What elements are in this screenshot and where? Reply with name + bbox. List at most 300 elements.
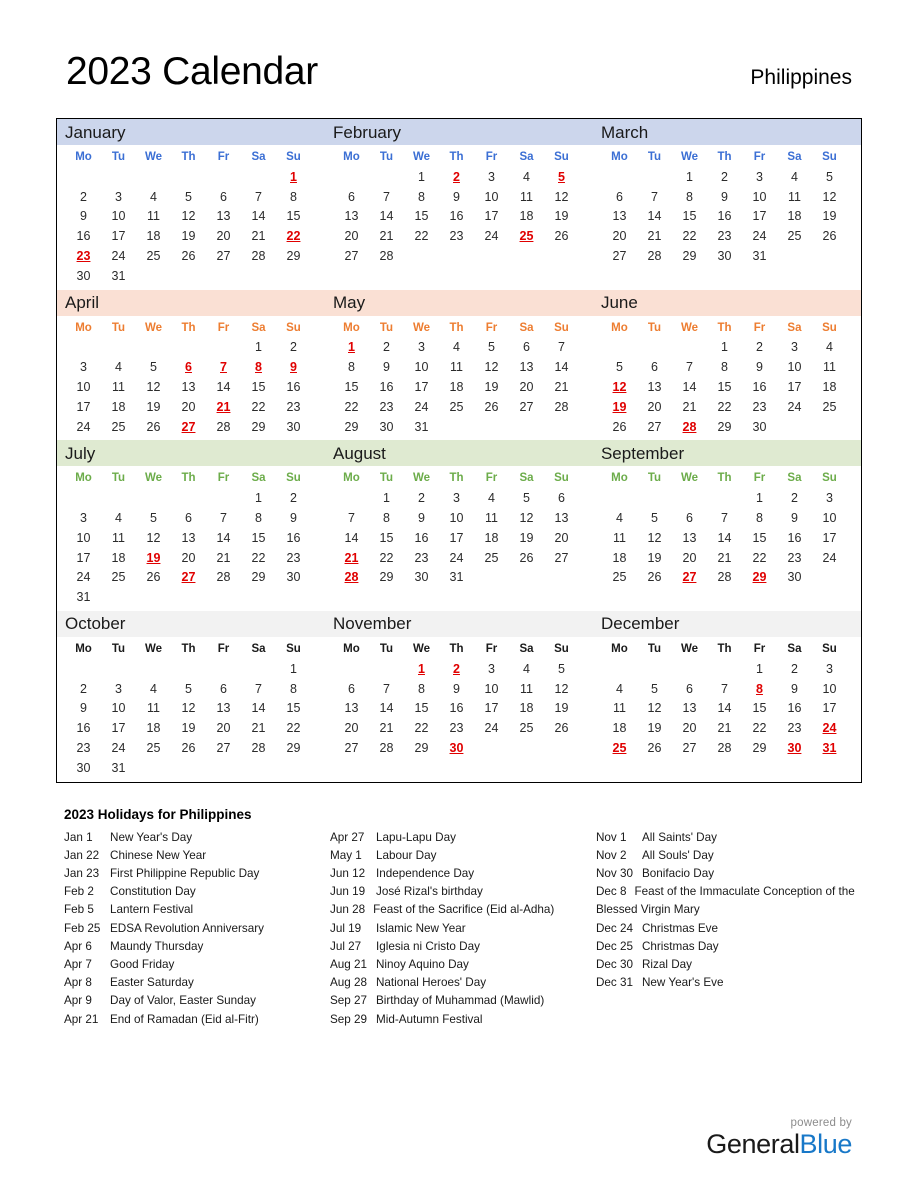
day-cell-january-6[interactable]: 6 <box>220 189 227 204</box>
day-cell-march-12[interactable]: 12 <box>822 189 837 204</box>
day-cell-june-4[interactable]: 4 <box>825 340 833 355</box>
day-cell-february-13[interactable]: 13 <box>344 209 359 224</box>
day-cell-january-29[interactable]: 29 <box>286 248 301 263</box>
day-cell-january-30[interactable]: 30 <box>76 268 91 283</box>
day-cell-march-28[interactable]: 28 <box>647 248 662 263</box>
day-cell-november-3[interactable]: 3 <box>488 661 495 676</box>
day-cell-may-3[interactable]: 3 <box>418 340 425 355</box>
day-cell-september-6[interactable]: 6 <box>685 510 693 525</box>
day-cell-december-29[interactable]: 29 <box>752 740 767 755</box>
day-cell-december-11[interactable]: 11 <box>612 701 626 716</box>
day-cell-may-6[interactable]: 6 <box>523 340 530 355</box>
day-cell-september-12[interactable]: 12 <box>647 530 662 545</box>
day-cell-april-20[interactable]: 20 <box>181 399 196 414</box>
day-cell-december-6[interactable]: 6 <box>685 681 693 696</box>
day-cell-july-8[interactable]: 8 <box>255 510 262 525</box>
day-cell-october-30[interactable]: 30 <box>76 760 91 775</box>
day-cell-june-8[interactable]: 8 <box>720 360 728 375</box>
day-cell-february-1[interactable]: 1 <box>418 169 425 184</box>
day-cell-may-22[interactable]: 22 <box>344 399 359 414</box>
day-cell-may-30[interactable]: 30 <box>379 419 394 434</box>
day-cell-may-20[interactable]: 20 <box>519 379 534 394</box>
day-cell-february-17[interactable]: 17 <box>484 209 499 224</box>
day-cell-august-8[interactable]: 8 <box>383 510 390 525</box>
day-cell-may-5[interactable]: 5 <box>488 340 495 355</box>
day-cell-june-23[interactable]: 23 <box>752 399 767 414</box>
day-cell-february-3[interactable]: 3 <box>488 169 495 184</box>
day-cell-june-7[interactable]: 7 <box>685 360 693 375</box>
day-cell-november-10[interactable]: 10 <box>484 681 499 696</box>
holiday-day-cell-july-19[interactable]: 19 <box>146 550 161 565</box>
day-cell-march-9[interactable]: 9 <box>720 189 728 204</box>
day-cell-august-7[interactable]: 7 <box>348 510 355 525</box>
day-cell-september-15[interactable]: 15 <box>752 530 767 545</box>
day-cell-march-10[interactable]: 10 <box>752 189 767 204</box>
holiday-day-cell-april-8[interactable]: 8 <box>255 360 262 375</box>
day-cell-july-2[interactable]: 2 <box>290 491 297 506</box>
day-cell-may-17[interactable]: 17 <box>414 379 429 394</box>
day-cell-may-23[interactable]: 23 <box>379 399 394 414</box>
day-cell-december-18[interactable]: 18 <box>612 721 627 736</box>
day-cell-october-14[interactable]: 14 <box>251 701 266 716</box>
holiday-day-cell-april-21[interactable]: 21 <box>216 399 231 414</box>
day-cell-january-24[interactable]: 24 <box>111 248 126 263</box>
day-cell-june-15[interactable]: 15 <box>717 379 732 394</box>
day-cell-march-5[interactable]: 5 <box>825 169 833 184</box>
day-cell-august-1[interactable]: 1 <box>383 491 390 506</box>
day-cell-march-1[interactable]: 1 <box>685 169 693 184</box>
day-cell-december-10[interactable]: 10 <box>822 681 837 696</box>
day-cell-october-29[interactable]: 29 <box>286 740 301 755</box>
day-cell-may-15[interactable]: 15 <box>344 379 359 394</box>
day-cell-may-7[interactable]: 7 <box>558 340 565 355</box>
day-cell-june-3[interactable]: 3 <box>790 340 798 355</box>
day-cell-may-10[interactable]: 10 <box>414 360 429 375</box>
day-cell-october-9[interactable]: 9 <box>80 701 87 716</box>
day-cell-august-31[interactable]: 31 <box>449 570 464 585</box>
day-cell-january-31[interactable]: 31 <box>111 268 126 283</box>
holiday-day-cell-may-1[interactable]: 1 <box>348 340 355 355</box>
day-cell-october-6[interactable]: 6 <box>220 681 227 696</box>
day-cell-april-22[interactable]: 22 <box>251 399 266 414</box>
day-cell-august-30[interactable]: 30 <box>414 570 429 585</box>
day-cell-august-6[interactable]: 6 <box>558 491 565 506</box>
day-cell-march-29[interactable]: 29 <box>682 248 697 263</box>
day-cell-december-5[interactable]: 5 <box>650 681 658 696</box>
day-cell-may-18[interactable]: 18 <box>449 379 464 394</box>
day-cell-january-14[interactable]: 14 <box>251 209 266 224</box>
day-cell-october-2[interactable]: 2 <box>80 681 87 696</box>
day-cell-july-23[interactable]: 23 <box>286 550 301 565</box>
day-cell-march-6[interactable]: 6 <box>615 189 623 204</box>
day-cell-july-7[interactable]: 7 <box>220 510 227 525</box>
day-cell-january-8[interactable]: 8 <box>290 189 297 204</box>
day-cell-february-7[interactable]: 7 <box>383 189 390 204</box>
day-cell-may-4[interactable]: 4 <box>453 340 460 355</box>
day-cell-august-10[interactable]: 10 <box>449 510 464 525</box>
day-cell-july-29[interactable]: 29 <box>251 570 266 585</box>
day-cell-december-15[interactable]: 15 <box>752 701 767 716</box>
day-cell-april-4[interactable]: 4 <box>115 360 122 375</box>
day-cell-january-16[interactable]: 16 <box>76 229 91 244</box>
holiday-day-cell-january-22[interactable]: 22 <box>286 229 301 244</box>
day-cell-june-30[interactable]: 30 <box>752 419 767 434</box>
day-cell-june-5[interactable]: 5 <box>615 360 623 375</box>
day-cell-july-11[interactable]: 11 <box>112 530 125 545</box>
day-cell-july-25[interactable]: 25 <box>111 570 126 585</box>
day-cell-march-25[interactable]: 25 <box>787 229 802 244</box>
day-cell-october-16[interactable]: 16 <box>76 721 91 736</box>
day-cell-may-19[interactable]: 19 <box>484 379 499 394</box>
day-cell-march-2[interactable]: 2 <box>720 169 728 184</box>
day-cell-september-28[interactable]: 28 <box>717 570 732 585</box>
day-cell-february-8[interactable]: 8 <box>418 189 425 204</box>
day-cell-august-20[interactable]: 20 <box>554 530 569 545</box>
day-cell-july-31[interactable]: 31 <box>76 590 91 605</box>
day-cell-november-13[interactable]: 13 <box>344 701 359 716</box>
day-cell-may-21[interactable]: 21 <box>554 379 569 394</box>
day-cell-november-24[interactable]: 24 <box>484 721 499 736</box>
day-cell-december-22[interactable]: 22 <box>752 721 767 736</box>
day-cell-january-13[interactable]: 13 <box>216 209 231 224</box>
day-cell-march-21[interactable]: 21 <box>647 229 662 244</box>
day-cell-november-4[interactable]: 4 <box>523 661 530 676</box>
day-cell-march-4[interactable]: 4 <box>790 169 798 184</box>
day-cell-october-27[interactable]: 27 <box>216 740 231 755</box>
day-cell-february-15[interactable]: 15 <box>414 209 429 224</box>
holiday-day-cell-july-27[interactable]: 27 <box>181 570 196 585</box>
day-cell-october-24[interactable]: 24 <box>111 740 126 755</box>
day-cell-march-15[interactable]: 15 <box>682 209 697 224</box>
day-cell-october-11[interactable]: 11 <box>147 701 160 716</box>
day-cell-may-2[interactable]: 2 <box>383 340 390 355</box>
day-cell-march-19[interactable]: 19 <box>822 209 837 224</box>
day-cell-february-14[interactable]: 14 <box>379 209 394 224</box>
day-cell-march-30[interactable]: 30 <box>717 248 732 263</box>
holiday-day-cell-august-21[interactable]: 21 <box>344 550 359 565</box>
day-cell-june-2[interactable]: 2 <box>755 340 763 355</box>
day-cell-january-17[interactable]: 17 <box>111 229 126 244</box>
day-cell-july-15[interactable]: 15 <box>251 530 266 545</box>
holiday-day-cell-april-7[interactable]: 7 <box>220 360 227 375</box>
day-cell-december-4[interactable]: 4 <box>615 681 623 696</box>
day-cell-june-1[interactable]: 1 <box>720 340 728 355</box>
day-cell-march-3[interactable]: 3 <box>755 169 763 184</box>
day-cell-november-22[interactable]: 22 <box>414 721 429 736</box>
day-cell-april-18[interactable]: 18 <box>111 399 126 414</box>
day-cell-february-24[interactable]: 24 <box>484 229 499 244</box>
day-cell-april-19[interactable]: 19 <box>146 399 161 414</box>
day-cell-may-13[interactable]: 13 <box>519 360 534 375</box>
day-cell-july-13[interactable]: 13 <box>181 530 196 545</box>
day-cell-april-15[interactable]: 15 <box>251 379 266 394</box>
day-cell-december-12[interactable]: 12 <box>647 701 662 716</box>
day-cell-september-17[interactable]: 17 <box>822 530 837 545</box>
day-cell-july-28[interactable]: 28 <box>216 570 231 585</box>
day-cell-december-20[interactable]: 20 <box>682 721 697 736</box>
day-cell-september-23[interactable]: 23 <box>787 550 802 565</box>
day-cell-september-19[interactable]: 19 <box>647 550 662 565</box>
day-cell-december-14[interactable]: 14 <box>717 701 732 716</box>
day-cell-may-12[interactable]: 12 <box>484 360 499 375</box>
day-cell-june-26[interactable]: 26 <box>612 419 627 434</box>
day-cell-february-27[interactable]: 27 <box>344 248 359 263</box>
day-cell-june-13[interactable]: 13 <box>647 379 662 394</box>
day-cell-january-7[interactable]: 7 <box>255 189 262 204</box>
holiday-day-cell-november-2[interactable]: 2 <box>453 661 460 676</box>
day-cell-november-5[interactable]: 5 <box>558 661 565 676</box>
day-cell-november-23[interactable]: 23 <box>449 721 464 736</box>
day-cell-december-7[interactable]: 7 <box>720 681 728 696</box>
day-cell-november-28[interactable]: 28 <box>379 740 394 755</box>
day-cell-october-15[interactable]: 15 <box>286 701 301 716</box>
day-cell-november-18[interactable]: 18 <box>519 701 534 716</box>
day-cell-january-11[interactable]: 11 <box>147 209 160 224</box>
day-cell-march-8[interactable]: 8 <box>685 189 693 204</box>
day-cell-october-19[interactable]: 19 <box>181 721 196 736</box>
day-cell-october-8[interactable]: 8 <box>290 681 297 696</box>
day-cell-april-24[interactable]: 24 <box>76 419 91 434</box>
holiday-day-cell-december-24[interactable]: 24 <box>822 721 837 736</box>
day-cell-january-19[interactable]: 19 <box>181 229 196 244</box>
day-cell-may-29[interactable]: 29 <box>344 419 359 434</box>
day-cell-august-25[interactable]: 25 <box>484 550 499 565</box>
day-cell-july-14[interactable]: 14 <box>216 530 231 545</box>
day-cell-september-18[interactable]: 18 <box>612 550 627 565</box>
holiday-day-cell-february-25[interactable]: 25 <box>519 229 534 244</box>
day-cell-march-23[interactable]: 23 <box>717 229 732 244</box>
day-cell-october-26[interactable]: 26 <box>181 740 196 755</box>
day-cell-june-11[interactable]: 11 <box>822 360 836 375</box>
day-cell-january-3[interactable]: 3 <box>115 189 122 204</box>
holiday-day-cell-april-27[interactable]: 27 <box>181 419 196 434</box>
day-cell-june-20[interactable]: 20 <box>647 399 662 414</box>
day-cell-january-10[interactable]: 10 <box>111 209 126 224</box>
day-cell-february-12[interactable]: 12 <box>554 189 569 204</box>
day-cell-february-22[interactable]: 22 <box>414 229 429 244</box>
holiday-day-cell-september-27[interactable]: 27 <box>682 570 697 585</box>
holiday-day-cell-september-29[interactable]: 29 <box>752 570 767 585</box>
day-cell-september-2[interactable]: 2 <box>790 491 798 506</box>
day-cell-november-20[interactable]: 20 <box>344 721 359 736</box>
day-cell-november-9[interactable]: 9 <box>453 681 460 696</box>
day-cell-january-27[interactable]: 27 <box>216 248 231 263</box>
day-cell-march-17[interactable]: 17 <box>752 209 767 224</box>
holiday-day-cell-november-1[interactable]: 1 <box>418 661 425 676</box>
day-cell-april-13[interactable]: 13 <box>181 379 196 394</box>
day-cell-april-2[interactable]: 2 <box>290 340 297 355</box>
day-cell-march-31[interactable]: 31 <box>752 248 767 263</box>
day-cell-june-14[interactable]: 14 <box>682 379 697 394</box>
day-cell-june-27[interactable]: 27 <box>647 419 662 434</box>
day-cell-july-24[interactable]: 24 <box>76 570 91 585</box>
day-cell-june-17[interactable]: 17 <box>787 379 802 394</box>
day-cell-april-25[interactable]: 25 <box>111 419 126 434</box>
day-cell-may-25[interactable]: 25 <box>449 399 464 414</box>
day-cell-august-26[interactable]: 26 <box>519 550 534 565</box>
day-cell-april-16[interactable]: 16 <box>286 379 301 394</box>
day-cell-november-6[interactable]: 6 <box>348 681 355 696</box>
day-cell-september-13[interactable]: 13 <box>682 530 697 545</box>
day-cell-december-1[interactable]: 1 <box>755 661 763 676</box>
day-cell-august-15[interactable]: 15 <box>379 530 394 545</box>
day-cell-november-19[interactable]: 19 <box>554 701 569 716</box>
day-cell-august-17[interactable]: 17 <box>449 530 464 545</box>
day-cell-august-12[interactable]: 12 <box>519 510 534 525</box>
holiday-day-cell-december-30[interactable]: 30 <box>787 740 802 755</box>
day-cell-june-10[interactable]: 10 <box>787 360 802 375</box>
day-cell-february-11[interactable]: 11 <box>519 189 533 204</box>
day-cell-july-5[interactable]: 5 <box>150 510 157 525</box>
day-cell-january-26[interactable]: 26 <box>181 248 196 263</box>
day-cell-august-19[interactable]: 19 <box>519 530 534 545</box>
day-cell-february-26[interactable]: 26 <box>554 229 569 244</box>
day-cell-may-24[interactable]: 24 <box>414 399 429 414</box>
day-cell-january-2[interactable]: 2 <box>80 189 87 204</box>
day-cell-september-10[interactable]: 10 <box>822 510 837 525</box>
day-cell-september-22[interactable]: 22 <box>752 550 767 565</box>
day-cell-august-23[interactable]: 23 <box>414 550 429 565</box>
day-cell-august-14[interactable]: 14 <box>344 530 359 545</box>
holiday-day-cell-april-9[interactable]: 9 <box>290 360 297 375</box>
day-cell-december-3[interactable]: 3 <box>825 661 833 676</box>
day-cell-october-5[interactable]: 5 <box>185 681 192 696</box>
day-cell-december-17[interactable]: 17 <box>822 701 837 716</box>
day-cell-august-11[interactable]: 11 <box>484 510 498 525</box>
day-cell-october-4[interactable]: 4 <box>150 681 157 696</box>
day-cell-july-30[interactable]: 30 <box>286 570 301 585</box>
day-cell-september-1[interactable]: 1 <box>755 491 763 506</box>
day-cell-june-9[interactable]: 9 <box>755 360 763 375</box>
day-cell-september-14[interactable]: 14 <box>717 530 732 545</box>
day-cell-february-10[interactable]: 10 <box>484 189 499 204</box>
day-cell-may-14[interactable]: 14 <box>554 360 569 375</box>
day-cell-april-23[interactable]: 23 <box>286 399 301 414</box>
day-cell-october-3[interactable]: 3 <box>115 681 122 696</box>
day-cell-august-3[interactable]: 3 <box>453 491 460 506</box>
day-cell-april-12[interactable]: 12 <box>146 379 161 394</box>
day-cell-october-1[interactable]: 1 <box>290 661 297 676</box>
day-cell-april-3[interactable]: 3 <box>80 360 87 375</box>
day-cell-august-2[interactable]: 2 <box>418 491 425 506</box>
day-cell-june-18[interactable]: 18 <box>822 379 837 394</box>
day-cell-september-4[interactable]: 4 <box>615 510 623 525</box>
day-cell-march-14[interactable]: 14 <box>647 209 662 224</box>
day-cell-october-28[interactable]: 28 <box>251 740 266 755</box>
day-cell-april-10[interactable]: 10 <box>76 379 91 394</box>
day-cell-november-15[interactable]: 15 <box>414 701 429 716</box>
day-cell-august-9[interactable]: 9 <box>418 510 425 525</box>
day-cell-january-15[interactable]: 15 <box>286 209 301 224</box>
day-cell-may-9[interactable]: 9 <box>383 360 390 375</box>
day-cell-august-22[interactable]: 22 <box>379 550 394 565</box>
day-cell-may-31[interactable]: 31 <box>414 419 429 434</box>
day-cell-july-26[interactable]: 26 <box>146 570 161 585</box>
day-cell-june-22[interactable]: 22 <box>717 399 732 414</box>
day-cell-july-10[interactable]: 10 <box>76 530 91 545</box>
day-cell-october-23[interactable]: 23 <box>76 740 91 755</box>
day-cell-october-7[interactable]: 7 <box>255 681 262 696</box>
day-cell-november-25[interactable]: 25 <box>519 721 534 736</box>
holiday-day-cell-december-31[interactable]: 31 <box>822 740 837 755</box>
day-cell-april-17[interactable]: 17 <box>76 399 91 414</box>
day-cell-june-16[interactable]: 16 <box>752 379 767 394</box>
day-cell-may-8[interactable]: 8 <box>348 360 355 375</box>
day-cell-june-6[interactable]: 6 <box>650 360 658 375</box>
holiday-day-cell-august-28[interactable]: 28 <box>344 570 359 585</box>
day-cell-july-20[interactable]: 20 <box>181 550 196 565</box>
holiday-day-cell-june-19[interactable]: 19 <box>612 399 627 414</box>
day-cell-october-17[interactable]: 17 <box>111 721 126 736</box>
day-cell-november-29[interactable]: 29 <box>414 740 429 755</box>
day-cell-may-11[interactable]: 11 <box>449 360 463 375</box>
day-cell-march-22[interactable]: 22 <box>682 229 697 244</box>
day-cell-september-30[interactable]: 30 <box>787 570 802 585</box>
day-cell-march-13[interactable]: 13 <box>612 209 627 224</box>
day-cell-july-12[interactable]: 12 <box>146 530 161 545</box>
holiday-day-cell-january-1[interactable]: 1 <box>290 169 297 184</box>
day-cell-november-26[interactable]: 26 <box>554 721 569 736</box>
day-cell-december-9[interactable]: 9 <box>790 681 798 696</box>
day-cell-july-16[interactable]: 16 <box>286 530 301 545</box>
day-cell-november-17[interactable]: 17 <box>484 701 499 716</box>
day-cell-march-24[interactable]: 24 <box>752 229 767 244</box>
day-cell-august-5[interactable]: 5 <box>523 491 530 506</box>
holiday-day-cell-february-2[interactable]: 2 <box>453 169 460 184</box>
holiday-day-cell-november-30[interactable]: 30 <box>449 740 464 755</box>
day-cell-july-18[interactable]: 18 <box>111 550 126 565</box>
day-cell-march-27[interactable]: 27 <box>612 248 627 263</box>
day-cell-november-7[interactable]: 7 <box>383 681 390 696</box>
day-cell-august-29[interactable]: 29 <box>379 570 394 585</box>
day-cell-november-16[interactable]: 16 <box>449 701 464 716</box>
day-cell-august-4[interactable]: 4 <box>488 491 495 506</box>
day-cell-september-9[interactable]: 9 <box>790 510 798 525</box>
day-cell-april-1[interactable]: 1 <box>255 340 262 355</box>
holiday-day-cell-december-8[interactable]: 8 <box>755 681 763 696</box>
day-cell-may-26[interactable]: 26 <box>484 399 499 414</box>
day-cell-december-21[interactable]: 21 <box>717 721 732 736</box>
day-cell-december-28[interactable]: 28 <box>717 740 732 755</box>
day-cell-february-21[interactable]: 21 <box>379 229 394 244</box>
day-cell-december-2[interactable]: 2 <box>790 661 798 676</box>
day-cell-january-20[interactable]: 20 <box>216 229 231 244</box>
day-cell-february-4[interactable]: 4 <box>523 169 530 184</box>
day-cell-january-21[interactable]: 21 <box>251 229 266 244</box>
day-cell-july-6[interactable]: 6 <box>185 510 192 525</box>
day-cell-july-21[interactable]: 21 <box>216 550 231 565</box>
day-cell-march-11[interactable]: 11 <box>787 189 801 204</box>
day-cell-january-4[interactable]: 4 <box>150 189 157 204</box>
day-cell-february-16[interactable]: 16 <box>449 209 464 224</box>
day-cell-january-12[interactable]: 12 <box>181 209 196 224</box>
holiday-day-cell-january-23[interactable]: 23 <box>76 248 91 263</box>
day-cell-september-7[interactable]: 7 <box>720 510 728 525</box>
day-cell-september-11[interactable]: 11 <box>612 530 626 545</box>
day-cell-july-9[interactable]: 9 <box>290 510 297 525</box>
day-cell-june-29[interactable]: 29 <box>717 419 732 434</box>
day-cell-october-22[interactable]: 22 <box>286 721 301 736</box>
day-cell-august-16[interactable]: 16 <box>414 530 429 545</box>
day-cell-may-16[interactable]: 16 <box>379 379 394 394</box>
day-cell-september-8[interactable]: 8 <box>755 510 763 525</box>
holiday-day-cell-june-12[interactable]: 12 <box>612 379 627 394</box>
day-cell-october-12[interactable]: 12 <box>181 701 196 716</box>
day-cell-february-19[interactable]: 19 <box>554 209 569 224</box>
day-cell-june-21[interactable]: 21 <box>682 399 697 414</box>
day-cell-february-18[interactable]: 18 <box>519 209 534 224</box>
day-cell-august-13[interactable]: 13 <box>554 510 569 525</box>
